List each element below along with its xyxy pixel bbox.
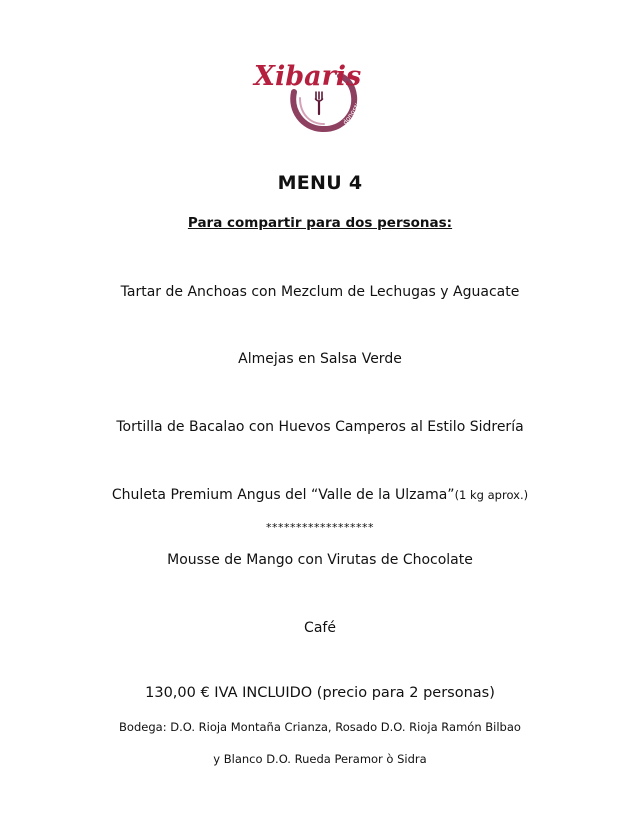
logo-brand-text: Xibaris (254, 61, 362, 92)
dish-note: (1 kg aprox.) (454, 488, 529, 502)
restaurant-logo (250, 52, 370, 134)
dish-item-with-note (0, 487, 640, 503)
bodega-line-1: Bodega: D.O. Rioja Montaña Crianza, Rosado D.O. Rioja Ramón Bilbao (119, 720, 521, 734)
dish-name: Chuleta Premium Angus del “Valle de la Ulzama” (111, 487, 455, 503)
menu-subtitle: Para compartir para dos personas: (187, 215, 453, 231)
dish-item: Tortilla de Bacalao con Huevos Camperos al Estilo Sidrería (116, 419, 524, 435)
dish-item: Tartar de Anchoas con Mezclum de Lechugas y Aguacate (120, 284, 520, 300)
menu-title: MENU 4 (277, 172, 363, 194)
bodega-line-2: y Blanco D.O. Rueda Peramor ò Sidra (213, 752, 427, 766)
logo-sub-text: donostia (341, 98, 364, 127)
price-line: 130,00 € IVA INCLUIDO (precio para 2 personas) (145, 685, 495, 701)
separator: ****************** (266, 521, 374, 534)
dish-item: Almejas en Salsa Verde (238, 351, 402, 367)
fork-icon (316, 92, 323, 114)
coffee-item: Café (304, 620, 336, 636)
dessert-item: Mousse de Mango con Virutas de Chocolate (167, 552, 473, 568)
